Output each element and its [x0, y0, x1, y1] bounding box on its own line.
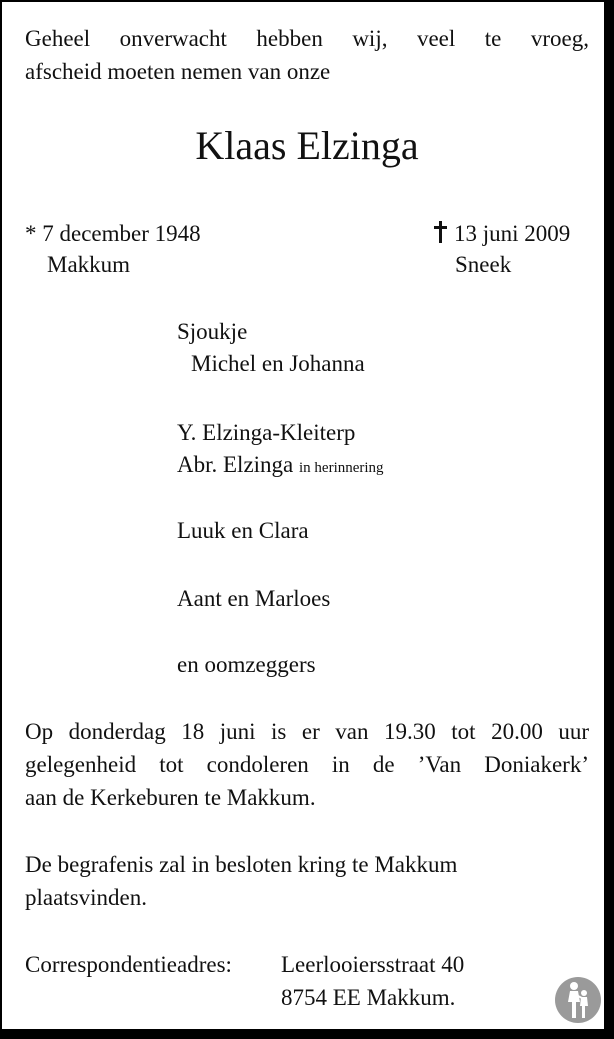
- funeral-line-2: plaatsvinden.: [25, 885, 147, 910]
- family-father-note: in herinnering: [299, 460, 384, 476]
- correspondence-label: Correspondentieadres:: [25, 952, 232, 977]
- funeral-line-1: De begrafenis zal in besloten kring te Makkum: [25, 852, 458, 877]
- correspondence-street: Leerlooiersstraat 40: [281, 952, 465, 977]
- correspondence-city: 8754 EE Makkum.: [281, 985, 456, 1010]
- family-father-line: [177, 448, 384, 485]
- intro-line-2: afscheid moeten nemen van onze: [25, 59, 331, 84]
- family-spouse-children: Michel en Johanna: [191, 351, 365, 376]
- birth-symbol: *: [25, 221, 37, 246]
- family-mother: Y. Elzinga-Kleiterp: [177, 420, 356, 445]
- family-sibling-2: Aant en Marloes: [177, 586, 331, 611]
- condolence-line-3: aan de Kerkeburen te Makkum.: [25, 785, 316, 810]
- condolence-text: [25, 715, 589, 814]
- latin-cross-icon: [433, 221, 448, 243]
- intro-text: [25, 22, 589, 88]
- deceased-name: Klaas Elzinga: [195, 123, 419, 168]
- condolence-line-2: gelegenheid tot condoleren in de ’Van Doniakerk’: [25, 752, 589, 777]
- family-sibling-1: Luuk en Clara: [177, 518, 309, 543]
- family-spouse: Sjoukje: [177, 319, 248, 344]
- birth-date: 7 december 1948: [42, 221, 201, 246]
- death-date-line: [433, 217, 570, 250]
- birth-place: Makkum: [47, 252, 131, 277]
- intro-line-1: Geheel onverwacht hebben wij, veel te vroeg,: [25, 26, 589, 51]
- death-date: 13 juni 2009: [454, 221, 571, 246]
- birth-date-line: [25, 217, 201, 250]
- family-father: Abr. Elzinga: [177, 452, 294, 477]
- death-place: Sneek: [455, 252, 512, 277]
- family-nephews: en oomzeggers: [177, 652, 316, 677]
- condolence-line-1: Op donderdag 18 juni is er van 19.30 tot 20.00 uur: [25, 719, 589, 744]
- memorial-figure-logo-icon: [554, 976, 602, 1024]
- funeral-text: [25, 848, 589, 914]
